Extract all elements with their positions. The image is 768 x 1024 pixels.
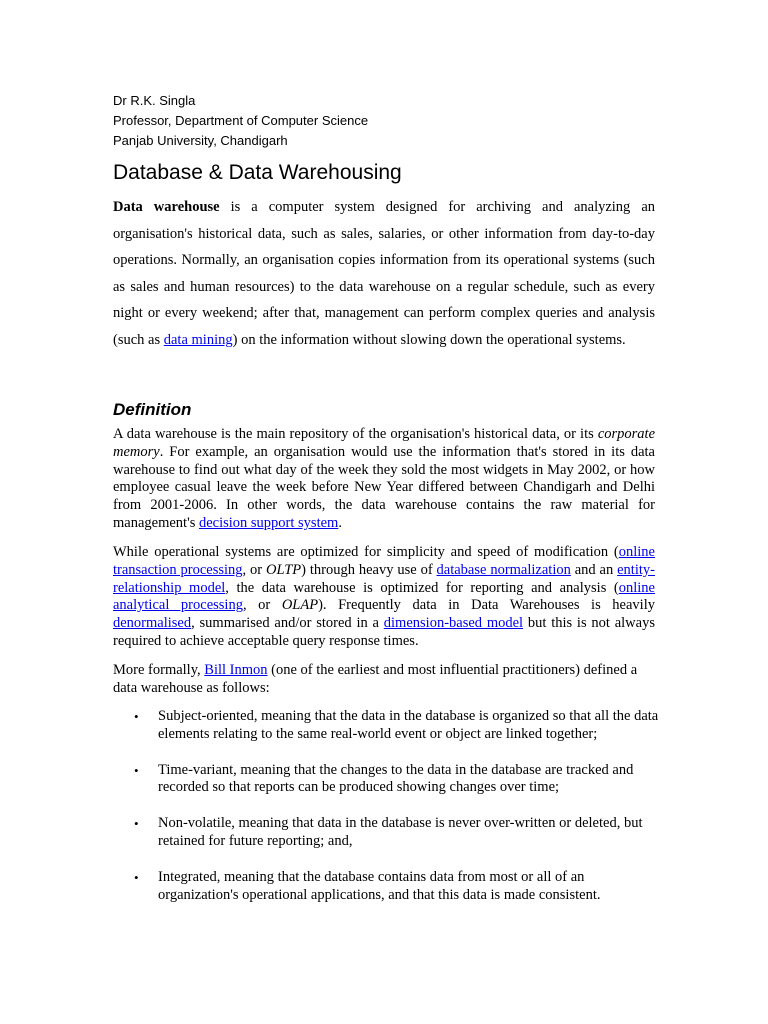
def-p2-text-3: ) through heavy use of: [301, 561, 437, 578]
link-denormalised[interactable]: denormalised: [113, 615, 192, 632]
list-item-text: Time-variant, meaning that the changes to the data in the database are tracked and recorded so that reports can be produced showing changes over time;: [158, 761, 634, 796]
author-name: Dr R.K. Singla: [113, 93, 196, 108]
list-item-text: Integrated, meaning that the database contains data from most or all of an organization's operational applications, and that this data is made consistent.: [158, 868, 601, 903]
bullet-icon: •: [134, 762, 139, 778]
link-entity-relationship-model[interactable]: entity-relationship model: [113, 561, 655, 596]
def-p2-text-9: but this is not always required to achieve acceptable query response times.: [113, 615, 655, 649]
bullet-icon: •: [134, 816, 139, 832]
author-university: Panjab University, Chandigarh: [113, 133, 288, 148]
author-header: [113, 91, 368, 151]
def-p1-text-3: .: [338, 514, 342, 531]
def-p3-text-1: More formally,: [113, 662, 205, 678]
def-p2-text-7: ). Frequently data in Data Warehouses is heavily: [318, 597, 655, 614]
intro-paragraph: [113, 194, 655, 354]
def-p2-text-1: While operational systems are optimized for simplicity and speed of modification (: [113, 544, 619, 560]
def-p1-text-2: . For example, an organisation would use the information that's stored in its data warehouse to find out what day of the week they sold the most widgets in May 2002, or how employee casual leave the week before New Year differed between Chandigarh and Delhi from 2001-2006. In other words, the data warehouse contains the raw material for management's: [113, 443, 655, 531]
list-item: [113, 815, 663, 851]
term-olap: OLAP: [281, 597, 319, 614]
list-item-text: Subject-oriented, meaning that the data in the database is organized so that all the data elements relating to the same real-world event or object are linked together;: [158, 708, 659, 742]
list-item: [113, 762, 663, 798]
term-oltp: OLTP: [265, 561, 302, 578]
def-p2-text-2: , or: [242, 561, 266, 578]
link-decision-support-system[interactable]: decision support system: [198, 514, 339, 531]
list-item-text: Non-volatile, meaning that data in the database is never over-written or deleted, but retained for future reporting; and,: [158, 815, 643, 849]
list-item: [113, 708, 663, 744]
definition-bullet-list: [113, 708, 663, 922]
def-p2-text-8: , summarised and/or stored in a: [191, 615, 384, 632]
term-data-warehouse: Data warehouse: [113, 199, 220, 215]
intro-text: is a computer system designed for archiving and analyzing an organisation's historical data, such as sales, salaries, or other information from day-to-day operations. Normally, an organisation copies information from its operational systems (such as sales and human resources) to the data warehouse on a regular schedule, such as every night or every weekend; after that, management can perform complex queries and analysis (such as: [113, 199, 656, 348]
definition-paragraph-1: [113, 426, 655, 533]
link-dimension-based-model[interactable]: dimension-based model: [383, 615, 524, 632]
def-p2-text-6: , or: [242, 597, 282, 614]
link-data-mining[interactable]: data mining: [163, 331, 233, 348]
bullet-icon: •: [134, 869, 139, 885]
def-p3-text-2: (one of the earliest and most influential practitioners) defined a data warehouse as follows:: [113, 662, 638, 696]
link-online-analytical-processing[interactable]: online analytical processing: [113, 579, 655, 614]
term-corporate-memory: corporate memory: [113, 426, 655, 460]
definition-paragraph-2: [113, 544, 655, 651]
intro-text-end: ) on the information without slowing down the operational systems.: [232, 331, 626, 348]
def-p2-text-4: and an: [570, 561, 618, 578]
document-title: Database & Data Warehousing: [113, 161, 402, 184]
bullet-icon: •: [134, 709, 139, 724]
definition-heading: Definition: [113, 400, 192, 419]
link-bill-inmon[interactable]: Bill Inmon: [204, 662, 268, 678]
list-item: [113, 869, 663, 905]
author-position: Professor, Department of Computer Science: [113, 113, 369, 128]
link-online-transaction-processing[interactable]: online transaction processing: [113, 544, 655, 578]
definition-paragraph-3: [113, 662, 655, 698]
def-p1-text: A data warehouse is the main repository of the organisation's historical data, or its: [113, 426, 598, 442]
link-database-normalization[interactable]: database normalization: [436, 561, 571, 578]
def-p2-text-5: , the data warehouse is optimized for reporting and analysis (: [225, 579, 619, 596]
